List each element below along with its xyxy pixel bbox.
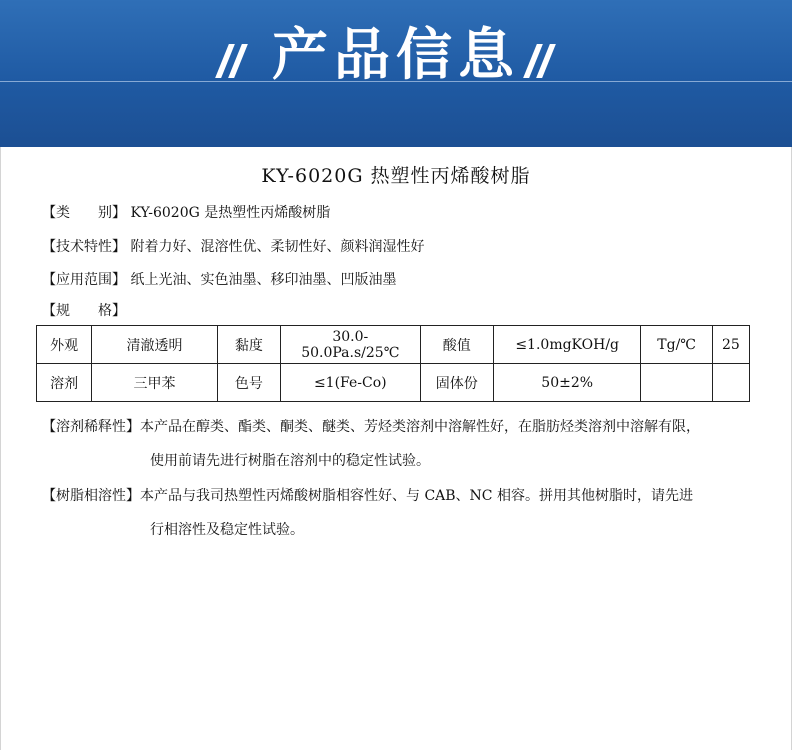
- table-cell: 外观: [37, 326, 92, 364]
- table-cell: [712, 364, 749, 402]
- header-banner: [0, 0, 792, 147]
- product-title: KY-6020G 热塑性丙烯酸树脂: [261, 165, 531, 187]
- applications-value: 纸上光油、实色油墨、移印油墨、凹版油墨: [130, 272, 397, 288]
- category-value: KY-6020G 是热塑性丙烯酸树脂: [130, 205, 331, 221]
- table-cell: 酸值: [420, 326, 493, 364]
- table-cell: 50±2%: [493, 364, 641, 402]
- table-cell: 色号: [217, 364, 280, 402]
- solvent-release-line2: 使用前请先进行树脂在溶剂中的稳定性试验。: [150, 453, 430, 469]
- table-cell: 三甲苯: [92, 364, 218, 402]
- table-cell: 固体份: [420, 364, 493, 402]
- features-row: [42, 237, 424, 257]
- table-cell: 25: [712, 326, 749, 364]
- solvent-release-line1: 本产品在醇类、酯类、酮类、醚类、芳烃类溶剂中溶解性好，在脂肪烃类溶剂中溶解有限，: [140, 419, 700, 435]
- solvent-release-paragraph: [42, 417, 752, 471]
- specs-heading: 【规 格】: [42, 303, 126, 319]
- table-cell: ≤1.0mgKOH/g: [493, 326, 641, 364]
- table-cell: ≤1(Fe-Co): [281, 364, 421, 402]
- category-row: [42, 203, 330, 223]
- table-row: [37, 364, 750, 402]
- right-slash-decoration: [530, 44, 556, 82]
- table-cell: 30.0-50.0Pa.s/25℃: [281, 326, 421, 364]
- features-label: 【技术特性】: [42, 239, 126, 255]
- table-cell: 溶剂: [37, 364, 92, 402]
- compatibility-label: 【树脂相溶性】: [42, 488, 140, 504]
- table-cell: Tg/℃: [641, 326, 712, 364]
- applications-row: [42, 270, 396, 290]
- applications-label: 【应用范围】: [42, 272, 126, 288]
- solvent-release-label: 【溶剂稀释性】: [42, 419, 140, 435]
- banner-title: 产品信息: [272, 23, 520, 88]
- spec-table: [36, 325, 750, 402]
- table-row: [37, 326, 750, 364]
- left-border: [0, 147, 1, 750]
- features-value: 附着力好、混溶性优、柔韧性好、颜料润湿性好: [130, 239, 425, 255]
- compatibility-paragraph: [42, 486, 752, 540]
- compatibility-line1: 本产品与我司热塑性丙烯酸树脂相容性好、与 CAB、NC 相容。拼用其他树脂时，请先进: [140, 488, 693, 504]
- table-cell: 清澈透明: [92, 326, 218, 364]
- compatibility-line2: 行相溶性及稳定性试验。: [150, 522, 304, 538]
- table-cell: [641, 364, 712, 402]
- category-label: 【类 别】: [42, 205, 126, 221]
- table-cell: 黏度: [217, 326, 280, 364]
